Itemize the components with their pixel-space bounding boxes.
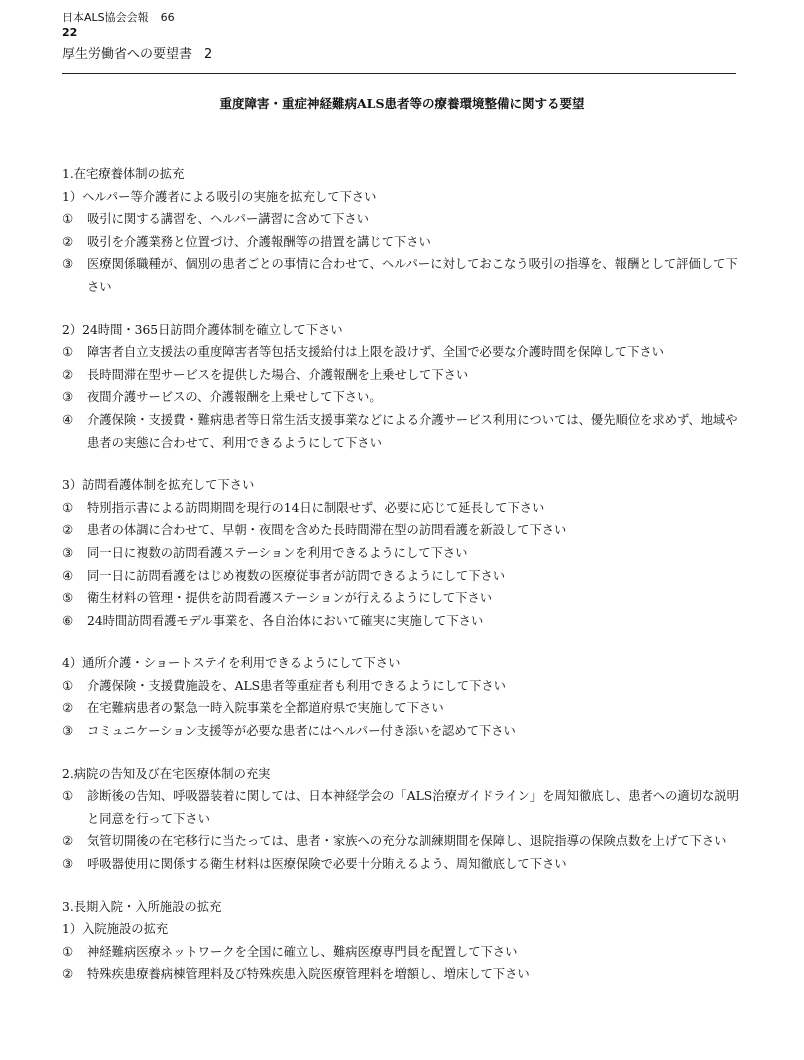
item-marker: ④ xyxy=(62,412,74,427)
item-marker: ① xyxy=(62,500,74,515)
page-number: 22 xyxy=(62,26,78,39)
item-marker: ① xyxy=(62,678,74,693)
list-item xyxy=(62,542,740,565)
list-item xyxy=(62,253,740,298)
item-text: 神経難病医療ネットワークを全国に確立し、難病医療専門員を配置して下さい xyxy=(87,944,518,959)
page-header xyxy=(62,10,736,65)
list-item xyxy=(62,587,740,610)
item-marker: ② xyxy=(62,967,74,982)
list-item xyxy=(62,853,740,876)
document-body xyxy=(62,163,740,1006)
item-text: 24時間訪問看護モデル事業を、各自治体において確実に実施して下さい xyxy=(87,613,484,628)
item-text: 診断後の告知、呼吸器装着に関しては、日本神経学会の「ALS治療ガイドライン」を周知徹底し、患者への適切な説明と同意を行って下さい xyxy=(87,789,739,826)
list-item xyxy=(62,497,740,520)
item-marker: ② xyxy=(62,701,74,716)
item-marker: ② xyxy=(62,834,74,849)
list-item xyxy=(62,341,740,364)
document-section xyxy=(62,474,740,632)
header-divider xyxy=(62,73,736,74)
list-item xyxy=(62,610,740,633)
item-marker: ② xyxy=(62,367,74,382)
item-marker: ④ xyxy=(62,568,74,583)
item-marker: ③ xyxy=(62,724,74,739)
section-heading: 3.長期入院・入所施設の拡充 xyxy=(62,899,222,914)
item-text: 同一日に訪問看護をはじめ複数の医療従事者が訪問できるようにして下さい xyxy=(87,568,506,583)
list-item xyxy=(62,208,740,231)
item-marker: ③ xyxy=(62,390,74,405)
item-marker: ① xyxy=(62,789,74,804)
list-item xyxy=(62,386,740,409)
item-marker: ③ xyxy=(62,257,74,272)
list-item xyxy=(62,519,740,542)
section-heading: 1）ヘルパー等介護者による吸引の実施を拡充して下さい xyxy=(62,189,377,204)
list-item xyxy=(62,675,740,698)
issue-number: 66 xyxy=(160,11,175,24)
list-item xyxy=(62,565,740,588)
section-heading: 1）入院施設の拡充 xyxy=(62,922,169,937)
item-marker: ① xyxy=(62,345,74,360)
item-text: 介護保険・支援費施設を、ALS患者等重症者も利用できるようにして下さい xyxy=(87,678,506,693)
list-item xyxy=(62,409,740,454)
item-text: 患者の体調に合わせて、早朝・夜間を含めた長時間滞在型の訪問看護を新設して下さい xyxy=(87,523,567,538)
item-text: 介護保険・支援費・難病患者等日常生活支援事業などによる介護サービス利用については、優先順位を求めず、地域や患者の実態に合わせて、利用できるようにして下さい xyxy=(87,412,738,450)
item-text: 特殊疾患療養病棟管理料及び特殊疾患入院医療管理料を増額し、増床して下さい xyxy=(87,967,530,982)
item-marker: ② xyxy=(62,523,74,538)
item-text: 衛生材料の管理・提供を訪問看護ステーションが行えるようにして下さい xyxy=(87,591,493,606)
item-text: 夜間介護サービスの、介護報酬を上乗せして下さい。 xyxy=(87,390,382,405)
item-text: 障害者自立支援法の重度障害者等包括支援給付は上限を設けず、全国で必要な介護時間を保障して下さい xyxy=(87,345,664,360)
item-marker: ① xyxy=(62,212,74,227)
list-item xyxy=(62,364,740,387)
item-marker: ⑤ xyxy=(62,591,74,606)
list-item xyxy=(62,963,740,986)
section-heading: 3）訪問看護体制を拡充して下さい xyxy=(62,478,255,493)
document-section xyxy=(62,163,740,299)
document-section xyxy=(62,319,740,455)
item-marker: ① xyxy=(62,944,74,959)
section-title-line xyxy=(62,45,736,65)
journal-name: 日本ALS協会会報 xyxy=(62,11,149,24)
list-item xyxy=(62,697,740,720)
item-text: 呼吸器使用に関係する衛生材料は医療保険で必要十分賄えるよう、周知徹底して下さい xyxy=(87,857,567,872)
section-heading: 2.病院の告知及び在宅医療体制の充実 xyxy=(62,766,271,781)
item-text: 特別指示書による訪問期間を現行の14日に制限せず、必要に応じて延長して下さい xyxy=(87,500,545,515)
document-section xyxy=(62,896,740,986)
item-text: 医療関係職種が、個別の患者ごとの事情に合わせて、ヘルパーに対しておこなう吸引の指導を、報酬として評価して下さい xyxy=(87,257,738,294)
item-marker: ⑥ xyxy=(62,613,74,628)
item-text: 気管切開後の在宅移行に当たっては、患者・家族への充分な訓練期間を保障し、退院指導の保険点数を上げて下さい xyxy=(87,834,727,849)
list-item xyxy=(62,785,740,830)
item-text: 在宅難病患者の緊急一時入院事業を全都道府県で実施して下さい xyxy=(87,701,444,716)
list-item xyxy=(62,231,740,254)
section-title: 厚生労働省への要望書 xyxy=(62,47,193,62)
item-marker: ③ xyxy=(62,545,74,560)
item-text: 長時間滞在型サービスを提供した場合、介護報酬を上乗せして下さい xyxy=(87,367,469,382)
document-section xyxy=(62,652,740,742)
list-item xyxy=(62,720,740,743)
item-text: 同一日に複数の訪問看護ステーションを利用できるようにして下さい xyxy=(87,545,468,560)
section-heading: 1.在宅療養体制の拡充 xyxy=(62,167,185,181)
item-text: 吸引に関する講習を、ヘルパー講習に含めて下さい xyxy=(87,212,369,227)
item-marker: ③ xyxy=(62,857,74,872)
section-heading: 4）通所介護・ショートステイを利用できるようにして下さい xyxy=(62,656,401,671)
document-section xyxy=(62,763,740,876)
item-marker: ② xyxy=(62,234,74,249)
list-item xyxy=(62,830,740,853)
journal-line xyxy=(62,10,736,26)
item-text: 吸引を介護業務と位置づけ、介護報酬等の措置を講じて下さい xyxy=(87,234,431,249)
document-title: 重度障害・重症神経難病ALS患者等の療養環境整備に関する要望 xyxy=(219,96,585,111)
list-item xyxy=(62,941,740,964)
item-text: コミュニケーション支援等が必要な患者にはヘルパー付き添いを認めて下さい xyxy=(87,724,516,739)
section-heading: 2）24時間・365日訪問介護体制を確立して下さい xyxy=(62,322,343,337)
section-number: 2 xyxy=(204,47,213,62)
